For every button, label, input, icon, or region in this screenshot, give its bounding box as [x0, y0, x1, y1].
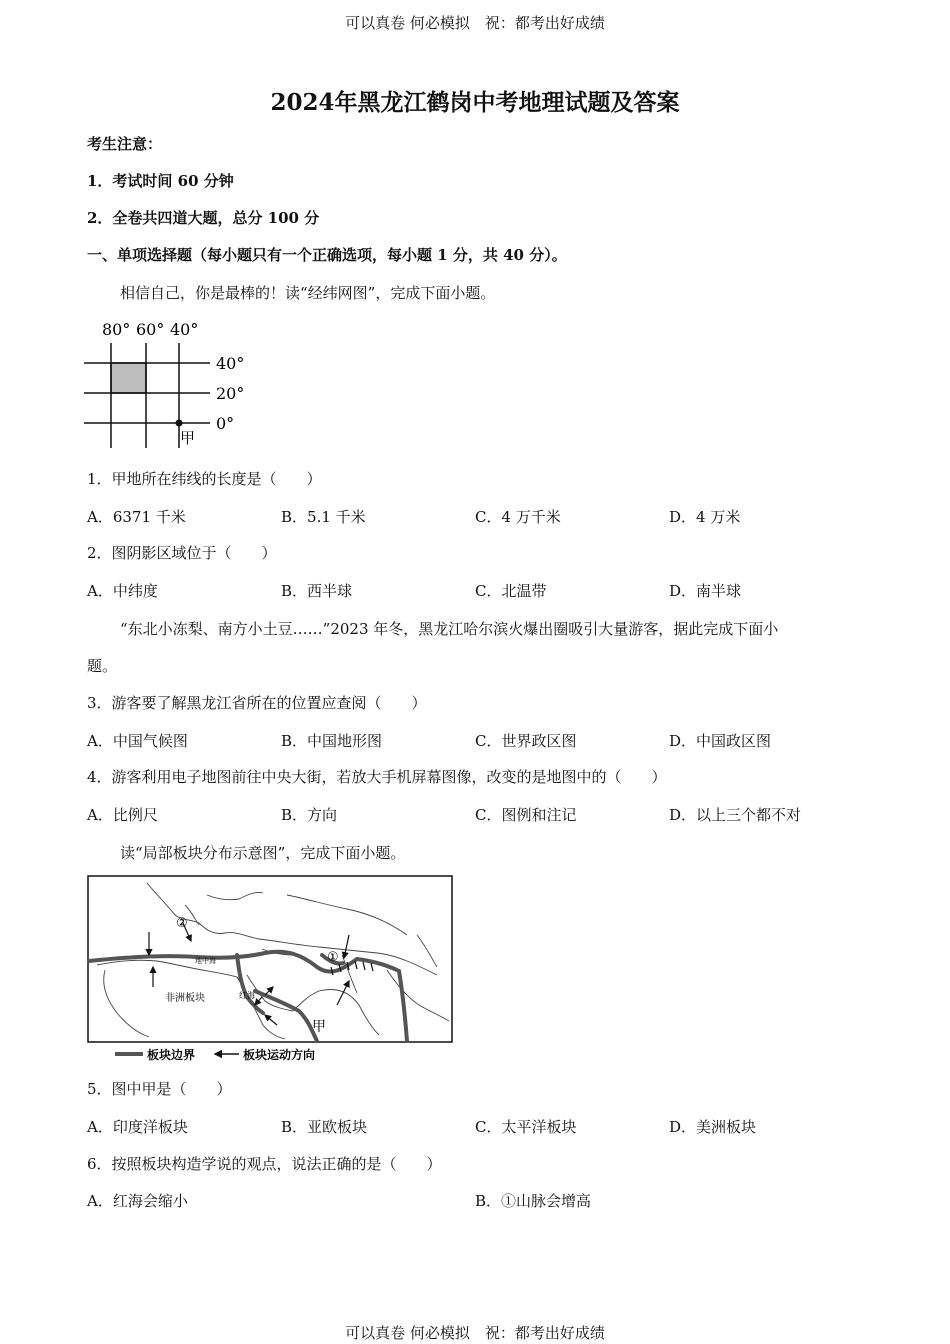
intro-2-line-2: 题。 [87, 657, 118, 675]
lon-label-40: 40° [170, 320, 199, 339]
plate-distribution-map [87, 875, 455, 1065]
q4-stem: 4．游客利用电子地图前往中央大街，若放大手机屏幕图像，改变的是地图中的（ ） [87, 768, 667, 786]
intro-3: 读“局部板块分布示意图”，完成下面小题。 [120, 844, 406, 862]
point-jia-label: 甲 [180, 429, 196, 447]
q4-option-b: B．方向 [281, 806, 338, 824]
q6-option-b: B．①山脉会增高 [475, 1192, 592, 1210]
notice-item-2: 2．全卷共四道大题，总分 100 分 [87, 209, 320, 227]
q5-option-b: B．亚欧板块 [281, 1118, 368, 1136]
legend-boundary-label: 板块边界 [147, 1048, 196, 1062]
lat-label-0: 0° [216, 414, 235, 433]
mediterranean-label: 地中海 [195, 957, 216, 965]
page-footer: 可以真卷 何必模拟 祝：都考出好成绩 [345, 1324, 605, 1342]
q1-option-c: C．4 万千米 [475, 508, 561, 526]
section-1-heading: 一、单项选择题（每小题只有一个正确选项，每小题 1 分，共 40 分）。 [87, 246, 567, 264]
q6-option-a: A．红海会缩小 [87, 1192, 188, 1210]
lat-label-40: 40° [216, 354, 245, 373]
q3-option-c: C．世界政区图 [475, 732, 577, 750]
q3-option-d: D．中国政区图 [669, 732, 772, 750]
q3-stem: 3．游客要了解黑龙江省所在的位置应查阅（ ） [87, 694, 427, 712]
marker-1: ① [327, 950, 339, 965]
q6-stem: 6．按照板块构造学说的观点，说法正确的是（ ） [87, 1155, 442, 1173]
q4-option-d: D．以上三个都不对 [669, 806, 802, 824]
q2-option-c: C．北温带 [475, 582, 547, 600]
q4-option-a: A．比例尺 [87, 806, 158, 824]
plate-point-jia: 甲 [312, 1019, 326, 1035]
lon-label-60: 60° [136, 320, 165, 339]
intro-2-line-1: “东北小冻梨、南方小土豆……”2023 年冬，黑龙江哈尔滨火爆出圈吸引大量游客，据此完成下面小 [120, 620, 779, 638]
q5-option-a: A．印度洋板块 [87, 1118, 188, 1136]
page-title: 2024年黑龙江鹤岗中考地理试题及答案 [270, 89, 680, 116]
q3-option-b: B．中国地形图 [281, 732, 383, 750]
africa-plate-label: 非洲板块 [165, 993, 205, 1004]
q1-option-b: B．5.1 千米 [281, 508, 366, 526]
shaded-area [111, 363, 146, 393]
q3-option-a: A．中国气候图 [87, 732, 188, 750]
notice-heading: 考生注意： [87, 135, 163, 153]
page-header: 可以真卷 何必模拟 祝：都考出好成绩 [345, 14, 605, 32]
legend-direction-label: 板块运动方向 [243, 1048, 316, 1062]
q5-option-d: D．美洲板块 [669, 1118, 757, 1136]
q2-option-a: A．中纬度 [87, 582, 158, 600]
q5-stem: 5．图中甲是（ ） [87, 1080, 232, 1098]
q4-option-c: C．图例和注记 [475, 806, 577, 824]
notice-item-1: 1．考试时间 60 分钟 [87, 172, 234, 190]
q1-stem: 1．甲地所在纬线的长度是（ ） [87, 470, 322, 488]
red-sea-label: 红海 [239, 991, 255, 1000]
q1-option-a: A．6371 千米 [87, 508, 186, 526]
q2-option-d: D．南半球 [669, 582, 742, 600]
point-jia [176, 420, 183, 427]
intro-1: 相信自己，你是最棒的！读“经纬网图”，完成下面小题。 [120, 284, 496, 302]
q1-option-d: D．4 万米 [669, 508, 741, 526]
q2-option-b: B．西半球 [281, 582, 353, 600]
lon-label-80: 80° [102, 320, 131, 339]
lat-lon-grid-figure [84, 316, 264, 451]
lat-label-20: 20° [216, 384, 245, 403]
map-frame [88, 876, 452, 1042]
q2-stem: 2．图阴影区域位于（ ） [87, 544, 277, 562]
q5-option-c: C．太平洋板块 [475, 1118, 577, 1136]
marker-2: ② [176, 916, 188, 931]
